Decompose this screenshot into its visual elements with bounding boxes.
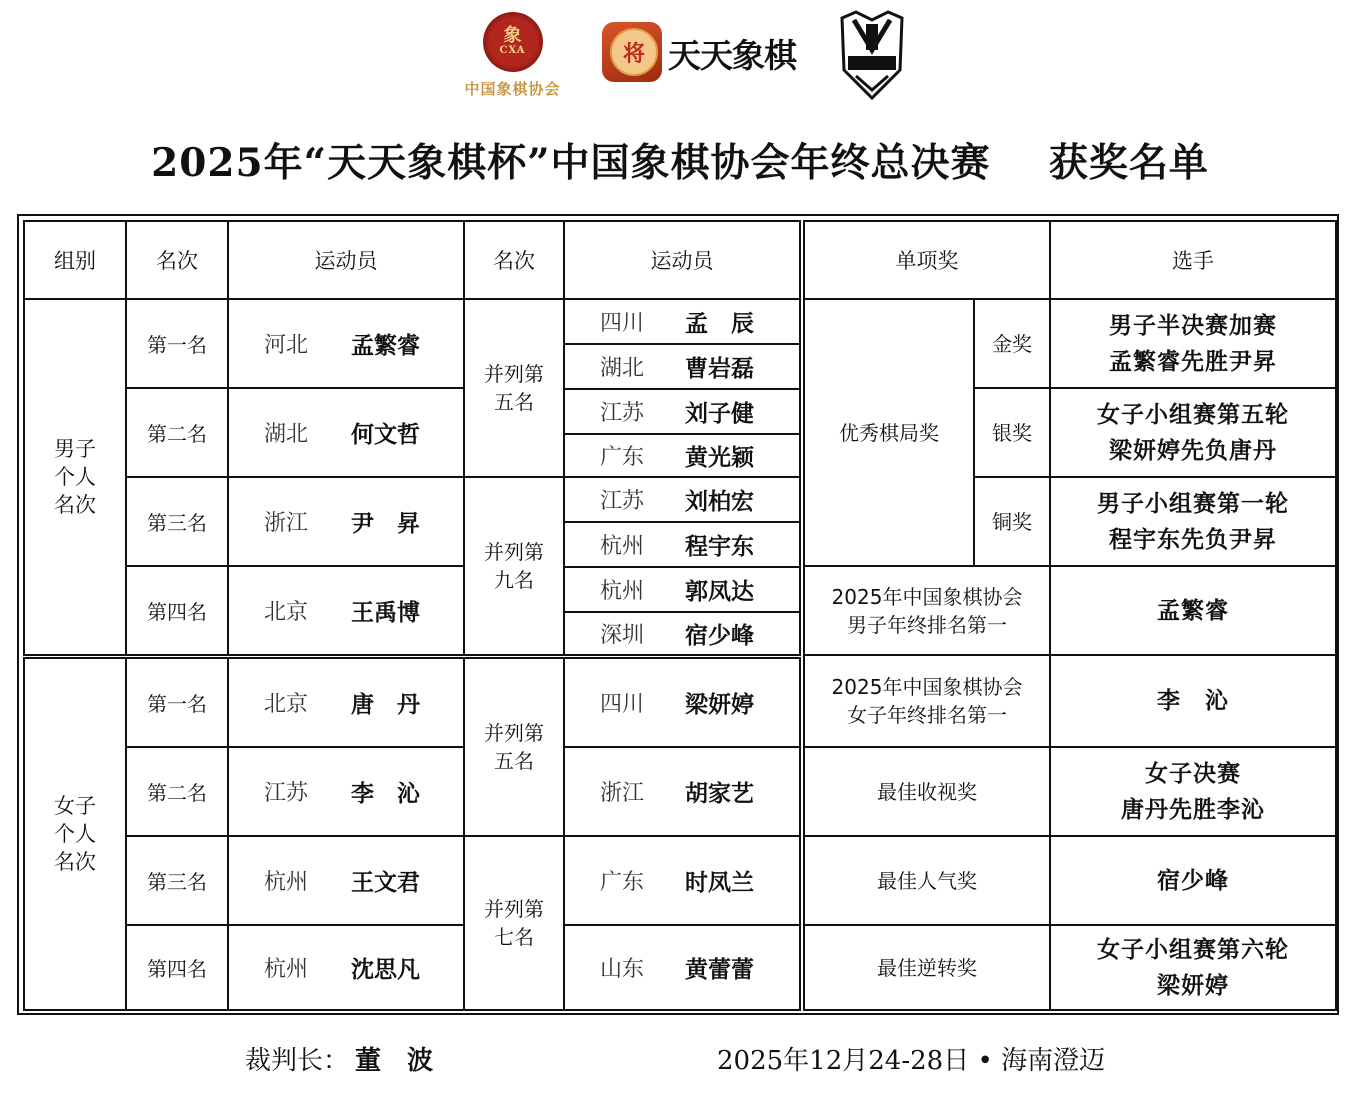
tie-label: 并列第五名 [484,721,544,773]
tiantian-logo [602,22,802,92]
province: 杭州 [600,579,645,604]
header-award: 单项奖 [803,220,1051,300]
cxa-seal-letters: CXA [499,45,526,56]
award-line: 女子年终排名第一 [847,703,1007,727]
women-tie5-athlete-1 [563,657,801,748]
province: 北京 [264,692,309,717]
women-athlete-4 [227,924,465,1011]
province: 四川 [600,311,645,336]
men-tie9-athlete-2 [563,521,801,568]
winner-line: 梁妍婷 [1157,971,1229,999]
winner-line: 唐丹先胜李沁 [1121,795,1265,823]
province: 江苏 [600,489,645,514]
award-line: 男子年终排名第一 [847,612,1007,637]
cxa-logo [455,12,570,107]
award-excellent-game: 优秀棋局奖 [803,298,975,567]
women-tie7-athlete-2 [563,924,801,1011]
winner-line: 男子半决赛加赛 [1109,311,1277,339]
athlete-name: 唐 丹 [351,691,420,718]
men-rank-4: 第四名 [125,565,229,656]
winner-line: 女子小组赛第五轮 [1097,400,1289,428]
logo-bar [0,10,1360,105]
women-tie-7-label [463,835,565,1011]
athlete-name: 何文哲 [351,421,420,448]
tiantian-brand-text: 天天象棋 [668,36,796,75]
chief-referee [245,1040,433,1077]
province: 浙江 [600,781,645,806]
date-place: 2025年12月24-28日 • 海南澄迈 [717,1046,1106,1076]
women-rank-1: 第一名 [125,657,229,748]
athlete-name: 尹 昇 [351,510,420,537]
header-group: 组别 [23,220,127,300]
province: 河北 [264,333,309,358]
province: 广东 [600,445,645,470]
men-athlete-3 [227,476,465,567]
women-tie-5-label [463,657,565,837]
athlete-name: 王文君 [351,869,420,896]
men-athlete-1 [227,298,465,389]
women-rank-4: 第四名 [125,924,229,1011]
silver-winner [1049,387,1337,478]
group-women-label: 女子个人名次 [54,794,96,874]
best-comeback-winner [1049,924,1337,1011]
province: 北京 [264,600,309,625]
award-women-rank-first [803,654,1051,748]
men-tie-5-label [463,298,565,478]
group-men-label: 男子个人名次 [54,437,96,517]
chief-referee-name: 董 波 [355,1046,434,1076]
athlete-name: 时凤兰 [685,869,754,896]
men-rank-3: 第三名 [125,476,229,567]
women-tie7-athlete-1 [563,835,801,926]
women-tie5-athlete-2 [563,746,801,837]
province: 四川 [600,692,645,717]
award-men-rank-first [803,565,1051,656]
winner-line: 女子小组赛第六轮 [1097,935,1289,963]
men-rank-1: 第一名 [125,298,229,389]
cxa-seal-icon [483,12,543,72]
athlete-name: 刘柏宏 [685,488,754,515]
gold-winner [1049,298,1337,389]
women-athlete-3 [227,835,465,926]
men-tie9-athlete-1 [563,476,801,523]
athlete-name: 程宇东 [685,533,754,560]
winner-line: 程宇东先负尹昇 [1109,525,1277,553]
province: 湖北 [600,356,645,381]
tiantian-app-icon [602,22,662,82]
women-rank-2: 第二名 [125,746,229,837]
men-tie5-athlete-2 [563,343,801,390]
men-tie9-athlete-4 [563,611,801,656]
women-rank-3: 第三名 [125,835,229,926]
province: 杭州 [264,870,309,895]
winner-line: 孟繁睿先胜尹昇 [1109,347,1277,375]
award-best-viewing: 最佳收视奖 [803,746,1051,837]
group-women [23,657,127,1011]
men-rank-first-winner: 孟繁睿 [1049,565,1337,656]
header-athlete: 运动员 [227,220,465,300]
chess-piece-icon: 将 [610,28,658,76]
province: 浙江 [264,511,309,536]
chief-referee-label: 裁判长： [245,1046,350,1076]
best-popularity-winner: 宿少峰 [1049,835,1337,926]
tie-label: 并列第五名 [484,362,544,414]
page-title: 2025年“天天象棋杯”中国象棋协会年终总决赛 获奖名单 [151,140,1209,186]
award-best-popularity: 最佳人气奖 [803,835,1051,926]
header-rank-2: 名次 [463,220,565,300]
cxa-seal-char: 象 [503,25,522,46]
athlete-name: 黄光颖 [685,444,754,471]
athlete-name: 李 沁 [351,780,420,807]
men-tie9-athlete-3 [563,566,801,613]
province: 杭州 [264,957,309,982]
athlete-name: 宿少峰 [685,622,754,649]
men-athlete-4 [227,565,465,656]
athlete-name: 郭凤达 [685,578,754,605]
athlete-name: 黄蕾蕾 [685,956,754,983]
winner-line: 男子小组赛第一轮 [1097,489,1289,517]
men-tie5-athlete-1 [563,298,801,345]
header-player: 选手 [1049,220,1337,300]
athlete-name: 刘子健 [685,400,754,427]
tie-label: 并列第九名 [484,540,544,592]
athlete-name: 曹岩磊 [685,355,754,382]
athlete-name: 王禹博 [351,599,420,626]
award-best-comeback: 最佳逆转奖 [803,924,1051,1011]
header-rank: 名次 [125,220,229,300]
province: 山东 [600,957,645,982]
winner-line: 梁妍婷先负唐丹 [1109,436,1277,464]
men-tie5-athlete-4 [563,433,801,478]
winner-line: 女子决赛 [1145,759,1241,787]
province: 深圳 [600,623,645,648]
award-bronze: 铜奖 [973,476,1051,567]
province: 江苏 [264,781,309,806]
athlete-name: 胡家艺 [685,780,754,807]
award-line: 2025年中国象棋协会 [831,584,1023,609]
cxa-name: 中国象棋协会 [464,80,561,98]
women-athlete-2 [227,746,465,837]
province: 杭州 [600,534,645,559]
province: 湖北 [264,422,309,447]
men-tie5-athlete-3 [563,388,801,435]
men-tie-9-label [463,476,565,656]
province: 江苏 [600,401,645,426]
athlete-name: 孟繁睿 [351,332,420,359]
header-athlete-2: 运动员 [563,220,801,300]
best-viewing-winner [1049,746,1337,837]
women-rank-first-winner: 李 沁 [1049,654,1337,748]
finals-shield-icon [836,10,908,102]
award-gold: 金奖 [973,298,1051,389]
group-men [23,298,127,656]
women-athlete-1 [227,657,465,748]
men-athlete-2 [227,387,465,478]
award-silver: 银奖 [973,387,1051,478]
award-line: 2025年中国象棋协会 [831,675,1023,699]
athlete-name: 梁妍婷 [685,691,754,718]
bronze-winner [1049,476,1337,567]
award-table [17,214,1339,1015]
province: 广东 [600,870,645,895]
tie-label: 并列第七名 [484,897,544,949]
athlete-name: 孟 辰 [685,310,754,337]
athlete-name: 沈思凡 [351,956,420,983]
men-rank-2: 第二名 [125,387,229,478]
